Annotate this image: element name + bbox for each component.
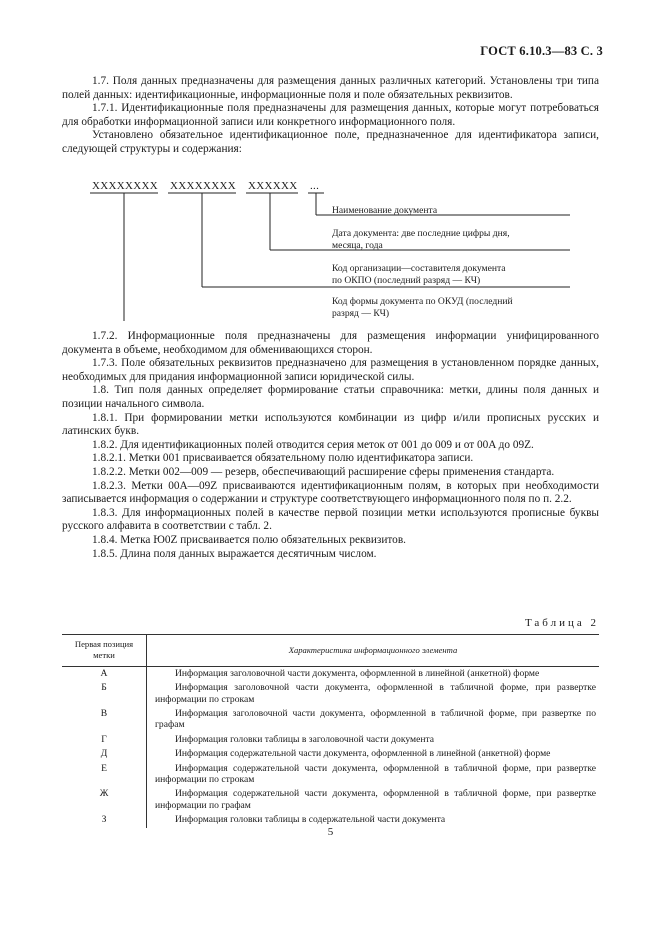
row-desc: Информация головки таблицы в заголовочной части документа <box>175 733 435 745</box>
row-key: Ж <box>62 787 147 813</box>
paragraph: 1.8. Тип поля данных определяет формирование статьи справочника: метки, длины поля данных и позиции начального символа. <box>62 384 599 410</box>
row-desc: Информация содержательной части документа, оформленной в табличной форме, при развертке информации по графам <box>155 788 596 811</box>
row-key: Г <box>62 733 147 747</box>
paragraph: 1.7.2. Информационные поля предназначены для размещения информации унифицированного документа в объеме, необходимом для обменивающихся сторон. <box>62 330 599 356</box>
table-row <box>62 733 599 747</box>
paragraph: 1.8.1. При формировании метки используются комбинации из цифр и/или прописных русских и латинских букв. <box>62 411 599 438</box>
table-row <box>62 747 599 761</box>
diagram-lines <box>62 176 599 321</box>
table-row <box>62 666 599 681</box>
row-key: Б <box>62 681 147 707</box>
paragraph: 1.8.2.1. Метки 001 присваивается обязательному полю идентификатора записи. <box>92 452 474 465</box>
row-key: В <box>62 707 147 733</box>
table-caption: Таблица 2 <box>524 617 599 629</box>
page-number: 5 <box>327 826 334 838</box>
row-key: З <box>62 813 147 827</box>
page-header: ГОСТ 6.10.3—83 С. 3 <box>480 44 603 58</box>
label-org-code: Код организации—составителя документа по ОКПО (последний разряд — КЧ) <box>332 263 506 286</box>
row-desc: Информация заголовочной части документа, оформленной в линейной (анкетной) форме <box>175 667 540 679</box>
paragraph: Установлено обязательное идентификационное поле, предназначенное для идентификатора записи, следующей структуры и содержания: <box>62 129 599 155</box>
paragraph: 1.8.2.3. Метки 00A—09Z присваиваются идентификационным полям, в которых при необходимости записывается информация о содержании и структуре соответствующего информационного поля по п. 2.2. <box>62 479 599 506</box>
col-header-label-position: Первая позиция метки <box>62 635 147 667</box>
identifier-structure-diagram <box>62 176 599 321</box>
label-doc-name: Наименование документа <box>332 205 438 216</box>
label-doc-date: Дата документа: две последние цифры дня, месяца, года <box>332 228 510 251</box>
paragraph: 1.8.4. Метка Ю0Z присваивается полю обязательных реквизитов. <box>92 533 406 546</box>
paragraph: 1.8.5. Длина поля данных выражается десятичным числом. <box>92 547 377 560</box>
paragraph: 1.7. Поля данных предназначены для размещения данных различных категорий. Установлены три типа полей данных: идентификационные, информационные поля и поле обязательных реквизитов. <box>62 75 599 101</box>
paragraph: 1.7.3. Поле обязательных реквизитов предназначено для размещения в установленном порядке данных, необходимых для придания информационной записи юридической силы. <box>62 357 599 383</box>
table-row <box>62 762 599 788</box>
paragraph: 1.8.2.2. Метки 002—009 — резерв, обеспечивающий расширение сферы применения стандарта. <box>92 465 555 478</box>
table-row <box>62 681 599 707</box>
row-desc: Информация заголовочной части документа, оформленной в табличной форме, при развертке по графам <box>155 708 596 731</box>
row-key: Е <box>62 762 147 788</box>
paragraph: 1.7.1. Идентификационные поля предназначены для размещения данных, которые могут потребоваться для обработки информационной записи или конкретного информационного поля. <box>62 102 599 128</box>
table-row <box>62 787 599 813</box>
row-desc: Информация головки таблицы в содержательной части документа <box>175 814 446 826</box>
label-form-code: Код формы документа по ОКУД (последний разряд — КЧ) <box>332 296 513 319</box>
body-text-bottom <box>62 330 599 561</box>
code-group-1: XXXXXXXX <box>92 180 158 192</box>
table-header-row <box>62 635 599 667</box>
table-2 <box>62 634 599 828</box>
row-desc: Информация содержательной части документа, оформленной в линейной (анкетной) форме <box>175 748 551 760</box>
paragraph: 1.8.2. Для идентификационных полей отводится серия меток от 001 до 009 и от 00A до 09Z. <box>92 438 534 451</box>
table-row <box>62 707 599 733</box>
code-group-2: XXXXXXXX <box>170 180 236 192</box>
paragraph: 1.8.3. Для информационных полей в качестве первой позиции метки используются прописные буквы русского алфавита в соответствии с табл. 2. <box>62 506 599 533</box>
row-desc: Информация содержательной части документа, оформленной в табличной форме, при развертке информации по строкам <box>155 762 596 786</box>
code-group-4: ... <box>310 180 320 192</box>
col-header-description: Характеристика информационного элемента <box>147 635 600 667</box>
code-group-3: XXXXXX <box>248 180 298 192</box>
row-desc: Информация заголовочной части документа, оформленной в табличной форме, при развертке информации по строкам <box>155 682 596 705</box>
row-key: Д <box>62 747 147 761</box>
row-key: А <box>62 666 147 681</box>
body-text-top <box>62 75 599 157</box>
